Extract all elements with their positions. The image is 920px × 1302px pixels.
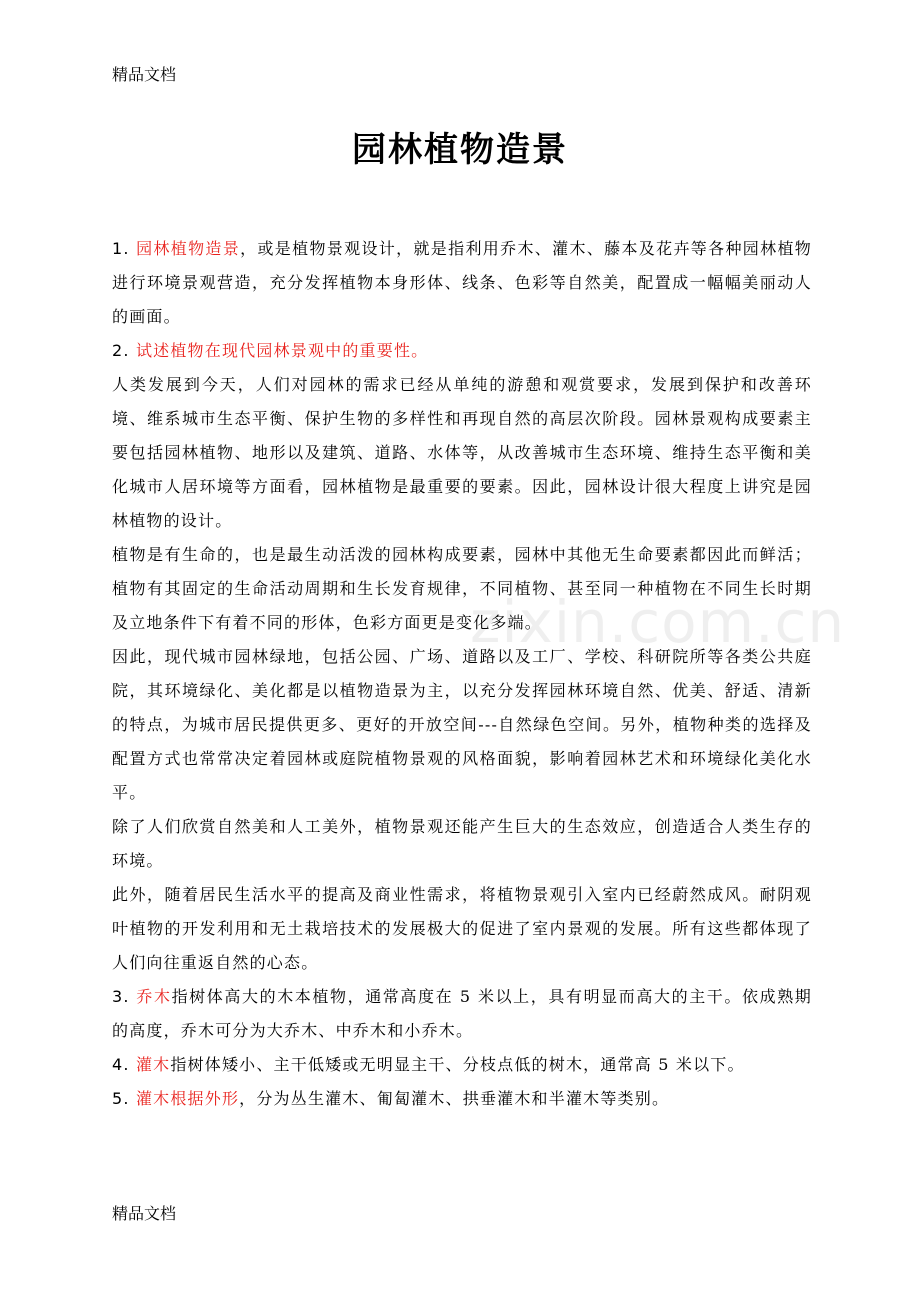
paragraph-2-body-4: 除了人们欣赏自然美和人工美外，植物景观还能产生巨大的生态效应，创造适合人类生存的环境。 (112, 817, 812, 870)
item-number: 5. (112, 1089, 136, 1108)
paragraph-3 (112, 980, 812, 1048)
paragraph-text: 指树体高大的木本植物，通常高度在 5 米以上，具有明显而高大的主干。依成熟期的高度，乔木可分为大乔木、中乔木和小乔木。 (112, 987, 813, 1040)
paragraph-text: 指树体矮小、主干低矮或无明显主干、分枝点低的树木，通常高 5 米以下。 (170, 1055, 745, 1074)
document-title: 园林植物造景 (352, 130, 568, 170)
paragraph-2-body-5: 此外，随着居民生活水平的提高及商业性需求，将植物景观引入室内已经蔚然成风。耐阴观叶植物的开发利用和无土栽培技术的发展极大的促进了室内景观的发展。所有这些都体现了人们向往重返自然的心态。 (112, 885, 812, 972)
item-number: 3. (112, 987, 137, 1006)
item-number: 4. (112, 1055, 136, 1074)
paragraph-1 (112, 232, 812, 334)
item-number: 1. (112, 239, 137, 258)
paragraph-2-body-3: 因此，现代城市园林绿地，包括公园、广场、道路以及工厂、学校、科研院所等各类公共庭院，其环境绿化、美化都是以植物造景为主，以充分发挥园林环境自然、优美、舒适、清新的特点，为城市居民提供更多、更好的开放空间---自然绿色空间。另外，植物种类的选择及配置方式也常常决定着园林或庭院植物景观的风格面貌，影响着园林艺术和环境绿化美化水平。 (112, 647, 812, 802)
watermark-text: zixin.com.cn (470, 588, 846, 656)
highlighted-term: 园林植物造景 (136, 239, 241, 258)
highlighted-term: 灌木 (135, 1055, 171, 1074)
paragraph-2-body-2: 植物是有生命的，也是最生动活泼的园林构成要素，园林中其他无生命要素都因此而鲜活；植物有其固定的生命活动周期和生长发育规律，不同植物、甚至同一种植物在不同生长时期及立地条件下有着不同的形体，色彩方面更是变化多端。 (112, 545, 812, 632)
page-footer-label: 精品文档 (112, 1204, 177, 1223)
highlighted-term: 乔木 (136, 987, 172, 1006)
paragraph-2-body-1: 人类发展到今天，人们对园林的需求已经从单纯的游憩和观赏要求，发展到保护和改善环境、维系城市生态平衡、保护生物的多样性和再现自然的高层次阶段。园林景观构成要素主要包括园林植物、地形以及建筑、道路、水体等，从改善城市生态环境、维持生态平衡和美化城市人居环境等方面看，园林植物是最重要的要素。因此，园林设计很大程度上讲究是园林植物的设计。 (112, 375, 812, 530)
page-header-label: 精品文档 (112, 65, 177, 84)
item-number: 2. (112, 341, 136, 360)
paragraph-text: ，分为丛生灌木、匍匐灌木、拱垂灌木和半灌木等类别。 (239, 1089, 670, 1108)
paragraph-5 (112, 1082, 812, 1116)
paragraph-4 (112, 1048, 812, 1082)
highlighted-term: 灌木根据外形 (135, 1089, 240, 1108)
highlighted-term: 试述植物在现代园林景观中的重要性。 (135, 341, 429, 360)
paragraph-2-heading (112, 334, 812, 368)
paragraph-text: ，或是植物景观设计，就是指利用乔木、灌木、藤本及花卉等各种园林植物进行环境景观营造，充分发挥植物本身形体、线条、色彩等自然美，配置成一幅幅美丽动人的画面。 (112, 239, 813, 326)
document-body (112, 232, 812, 1116)
